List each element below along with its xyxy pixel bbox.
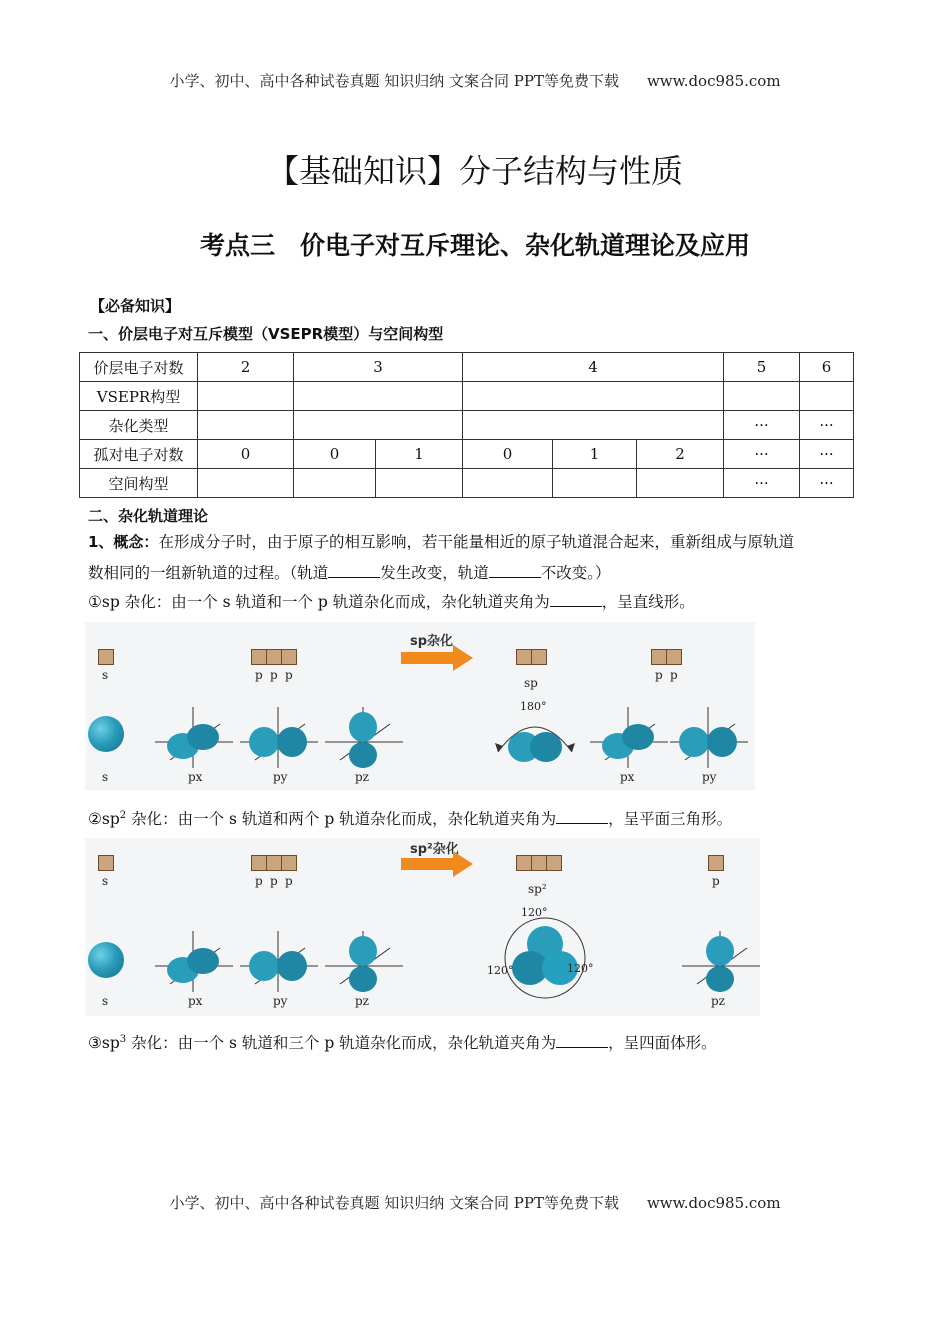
sp2-hybridization-figure: s p p p sp²杂化 sp² p s px py pz 120° 120° 120° pz xyxy=(85,838,760,1016)
table-cell: ··· xyxy=(724,440,800,469)
sp2-arrow-label: sp²杂化 xyxy=(410,842,459,857)
table-cell: 1 xyxy=(376,440,463,469)
table-cell: 0 xyxy=(294,440,376,469)
arrow-head-icon xyxy=(453,645,473,671)
orbital-box xyxy=(516,649,532,665)
blank-line xyxy=(328,563,380,578)
concept-paragraph: 1、概念：在形成分子时，由于原子的相互影响，若干能量相近的原子轨道混合起来，重新组成与原轨道 数相同的一组新轨道的过程。（轨道 发生改变，轨道 不改变。） xyxy=(88,533,794,582)
s-orbital-icon xyxy=(88,942,124,978)
page-header xyxy=(0,70,950,91)
footer-site: www.doc985.com xyxy=(646,1194,781,1212)
table-cell: 0 xyxy=(198,440,294,469)
table-row xyxy=(80,382,854,411)
footer-text: 小学、初中、高中各种试卷真题 知识归纳 文案合同 PPT等免费下载 xyxy=(169,1194,619,1212)
orbital-box xyxy=(531,855,547,871)
header-site: www.doc985.com xyxy=(646,72,781,90)
pz-orbital-icon xyxy=(682,926,762,996)
orbital-box xyxy=(281,649,297,665)
page-subtitle: 考点三 价电子对互斥理论、杂化轨道理论及应用 xyxy=(199,231,750,260)
orbital-box xyxy=(251,649,267,665)
table-cell: 1 xyxy=(553,440,637,469)
sp3-text: $③sp^3$ 杂化：由一个 s 轨道和三个 p 轨道杂化而成，杂化轨道夹角为 ，呈四面体形。 xyxy=(88,1034,717,1053)
row-label: 空间构型 xyxy=(80,469,198,498)
orbital-box xyxy=(546,855,562,871)
orbital-box xyxy=(708,855,724,871)
sp-text: ①sp 杂化：由一个 s 轨道和一个 p 轨道杂化而成，杂化轨道夹角为 ，呈直线形。 xyxy=(88,593,695,611)
table-cell: 6 xyxy=(800,353,854,382)
table-row xyxy=(80,353,854,382)
concept-label: 1、概念： xyxy=(88,533,159,551)
table-cell: 2 xyxy=(198,353,294,382)
table-cell: ··· xyxy=(800,411,854,440)
table-cell: 3 xyxy=(294,353,463,382)
blank-line xyxy=(556,1033,608,1048)
table-cell: 2 xyxy=(637,440,724,469)
row-label: VSEPR构型 xyxy=(80,382,198,411)
blank-line xyxy=(550,592,602,607)
px-orbital-icon xyxy=(590,702,670,772)
py-orbital-icon xyxy=(670,702,750,772)
section-required: 【必备知识】 xyxy=(90,297,181,315)
table-cell: ··· xyxy=(724,411,800,440)
page-title: 【基础知识】分子结构与性质 xyxy=(266,152,683,190)
vsepr-table xyxy=(79,352,854,498)
table-row xyxy=(80,469,854,498)
table-row xyxy=(80,411,854,440)
py-orbital-icon xyxy=(240,702,320,772)
section-1-heading: 一、价层电子对互斥模型（VSEPR模型）与空间构型 xyxy=(88,325,444,343)
orbital-box xyxy=(531,649,547,665)
px-orbital-icon xyxy=(155,926,235,996)
row-label: 杂化类型 xyxy=(80,411,198,440)
arrow-head-icon xyxy=(453,851,473,877)
table-cell: ··· xyxy=(800,440,854,469)
orbital-box xyxy=(516,855,532,871)
blank-line xyxy=(489,563,541,578)
arrow-icon xyxy=(401,652,455,664)
table-cell: ··· xyxy=(724,469,800,498)
header-text: 小学、初中、高中各种试卷真题 知识归纳 文案合同 PPT等免费下载 xyxy=(169,72,619,90)
px-orbital-icon xyxy=(155,702,235,772)
orbital-box xyxy=(666,649,682,665)
blank-line xyxy=(556,809,608,824)
orbital-box xyxy=(651,649,667,665)
s-orbital-icon xyxy=(88,716,124,752)
row-label: 价层电子对数 xyxy=(80,353,198,382)
arrow-icon xyxy=(401,858,455,870)
orbital-box xyxy=(281,855,297,871)
pz-orbital-icon xyxy=(325,926,405,996)
section-2-heading: 二、杂化轨道理论 xyxy=(88,507,209,525)
table-cell: 0 xyxy=(463,440,553,469)
page-footer xyxy=(0,1192,950,1213)
row-label: 孤对电子对数 xyxy=(80,440,198,469)
table-cell: 4 xyxy=(463,353,724,382)
sp-arrow-label: sp杂化 xyxy=(410,634,454,649)
table-cell: ··· xyxy=(800,469,854,498)
sp2-text: $②sp^2$ 杂化：由一个 s 轨道和两个 p 轨道杂化而成，杂化轨道夹角为 ，呈平面三角形。 xyxy=(88,810,733,829)
orbital-box xyxy=(98,649,114,665)
orbital-box xyxy=(251,855,267,871)
py-orbital-icon xyxy=(240,926,320,996)
table-row xyxy=(80,440,854,469)
orbital-box xyxy=(98,855,114,871)
orbital-box xyxy=(266,855,282,871)
orbital-box xyxy=(266,649,282,665)
sp2-hybrid-orbital-icon xyxy=(490,908,600,1003)
sp-hybridization-figure: s p p p sp杂化 sp p p s px py pz 180° px py xyxy=(85,622,755,790)
pz-orbital-icon xyxy=(325,702,405,772)
table-cell: 5 xyxy=(724,353,800,382)
